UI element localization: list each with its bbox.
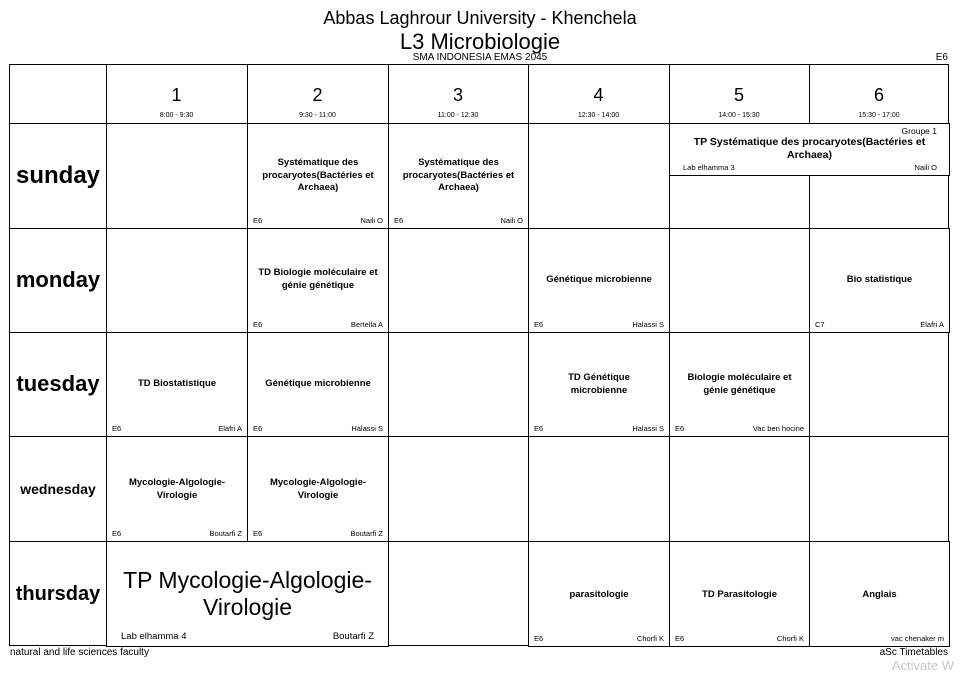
- period-6-number: 6: [873, 85, 884, 105]
- lesson-sunday-p3[interactable]: [388, 123, 529, 229]
- lesson-tuesday-p5[interactable]: [669, 332, 810, 437]
- lesson-room: E6: [534, 320, 544, 329]
- lesson-teacher: Vac ben hocine: [752, 424, 804, 433]
- period-3-number: 3: [452, 85, 463, 105]
- lesson-monday-p2[interactable]: [247, 228, 389, 333]
- lesson-thursday-p6[interactable]: [809, 541, 950, 647]
- lesson-room: C7: [815, 320, 825, 329]
- period-2-time: 9:30 - 11:00: [299, 112, 336, 119]
- period-3-time: 11:00 - 12:30: [437, 112, 479, 119]
- period-4-time: 12:30 - 14:00: [577, 112, 620, 119]
- class-room-code: E6: [935, 52, 948, 63]
- lesson-subject: Anglais: [862, 589, 897, 600]
- period-2-number: 2: [312, 85, 323, 105]
- lesson-subject: TD Biologie moléculaire et génie génétique: [258, 267, 378, 291]
- lesson-room: E6: [534, 424, 544, 433]
- lesson-subject: TD Parasitologie: [702, 589, 777, 600]
- lesson-teacher: Halassi S: [632, 424, 664, 433]
- activation-watermark: Activate W: [891, 658, 954, 673]
- lesson-teacher: Chorfi K: [636, 634, 664, 643]
- lesson-room: E6: [675, 424, 685, 433]
- lesson-room: E6: [253, 320, 263, 329]
- lesson-monday-p6[interactable]: [809, 228, 950, 333]
- lesson-room: E6: [253, 424, 263, 433]
- day-thursday: thursday: [15, 582, 101, 605]
- lesson-teacher: Boutarfi Z: [209, 529, 242, 538]
- lesson-subject: Mycologie-Algologie-Virologie: [269, 477, 367, 501]
- lesson-teacher: Naili O: [914, 163, 937, 172]
- lesson-subject: TP Systématique des procaryotes(Bactéries et Archaea): [693, 136, 926, 161]
- lesson-tuesday-p2[interactable]: [247, 332, 389, 437]
- lesson-teacher: Naili O: [500, 216, 523, 225]
- period-1-number: 1: [171, 85, 182, 105]
- lesson-room: E6: [675, 634, 685, 643]
- lesson-room: Lab elhamma 3: [683, 163, 735, 172]
- lesson-room: E6: [253, 529, 263, 538]
- period-1-time: 8:00 - 9:30: [159, 112, 194, 119]
- lesson-group: Groupe 1: [901, 126, 937, 136]
- lesson-tuesday-p4[interactable]: [528, 332, 670, 437]
- lesson-monday-p4[interactable]: [528, 228, 670, 333]
- timetable-grid: [9, 64, 949, 646]
- day-monday: monday: [15, 267, 101, 292]
- lesson-subject: TD Génétique microbienne: [568, 372, 630, 396]
- lesson-thursday-p1-2[interactable]: [106, 541, 389, 647]
- lesson-teacher: Boutarfi Z: [350, 529, 383, 538]
- lesson-tuesday-p1[interactable]: [106, 332, 248, 437]
- lesson-teacher: Elafri A: [218, 424, 242, 433]
- lesson-sunday-p5-6[interactable]: [669, 123, 950, 176]
- lesson-teacher: Naili O: [360, 216, 383, 225]
- lesson-teacher: Chorfi K: [776, 634, 804, 643]
- lesson-subject: Bio statistique: [846, 274, 913, 285]
- lesson-subject: Génétique microbienne: [546, 274, 652, 285]
- lesson-subject: parasitologie: [569, 589, 629, 600]
- generator-footer: aSc Timetables: [879, 647, 948, 658]
- lesson-wednesday-p1[interactable]: [106, 436, 248, 542]
- day-tuesday: tuesday: [16, 371, 100, 396]
- lesson-subject: Systématique des procaryotes(Bactéries et Archaea): [402, 157, 515, 193]
- lesson-teacher: Boutarfi Z: [332, 631, 374, 642]
- faculty-footer: natural and life sciences faculty: [10, 647, 149, 658]
- lesson-room: E6: [112, 529, 122, 538]
- lesson-sunday-p2[interactable]: [247, 123, 389, 229]
- lesson-room: E6: [112, 424, 122, 433]
- period-5-number: 5: [733, 85, 744, 105]
- lesson-teacher: vac chenaker m: [891, 634, 944, 643]
- day-sunday: sunday: [15, 161, 101, 189]
- lesson-subject: TP Mycologie-Algologie-Virologie: [123, 567, 372, 620]
- lesson-teacher: Elafri A: [920, 320, 944, 329]
- university-title: Abbas Laghrour University - Khenchela: [323, 8, 637, 28]
- lesson-subject: Biologie moléculaire et génie génétique: [687, 372, 792, 396]
- lesson-room: E6: [534, 634, 544, 643]
- lesson-room: E6: [394, 216, 404, 225]
- lesson-subject: Systématique des procaryotes(Bactéries et Archaea): [262, 157, 374, 193]
- lesson-room: E6: [253, 216, 263, 225]
- lesson-wednesday-p2[interactable]: [247, 436, 389, 542]
- class-title: L3 Microbiologie: [399, 29, 561, 54]
- lesson-teacher: Halassi S: [351, 424, 383, 433]
- lesson-subject: Mycologie-Algologie-Virologie: [128, 477, 226, 501]
- period-6-time: 15:30 - 17:00: [858, 112, 900, 119]
- lesson-room: Lab elhamma 4: [121, 631, 187, 642]
- timetable-subtitle: SMA INDONESIA EMAS 2045: [412, 52, 548, 63]
- lesson-teacher: Halassi S: [632, 320, 664, 329]
- lesson-subject: TD Biostatistique: [137, 378, 217, 389]
- day-wednesday: wednesday: [20, 480, 96, 497]
- lesson-thursday-p5[interactable]: [669, 541, 810, 647]
- lesson-subject: Génétique microbienne: [265, 378, 371, 389]
- period-5-time: 14:00 - 15:30: [718, 112, 760, 119]
- lesson-thursday-p4[interactable]: [528, 541, 670, 647]
- lesson-teacher: Bertella A: [350, 320, 383, 329]
- period-4-number: 4: [593, 85, 604, 105]
